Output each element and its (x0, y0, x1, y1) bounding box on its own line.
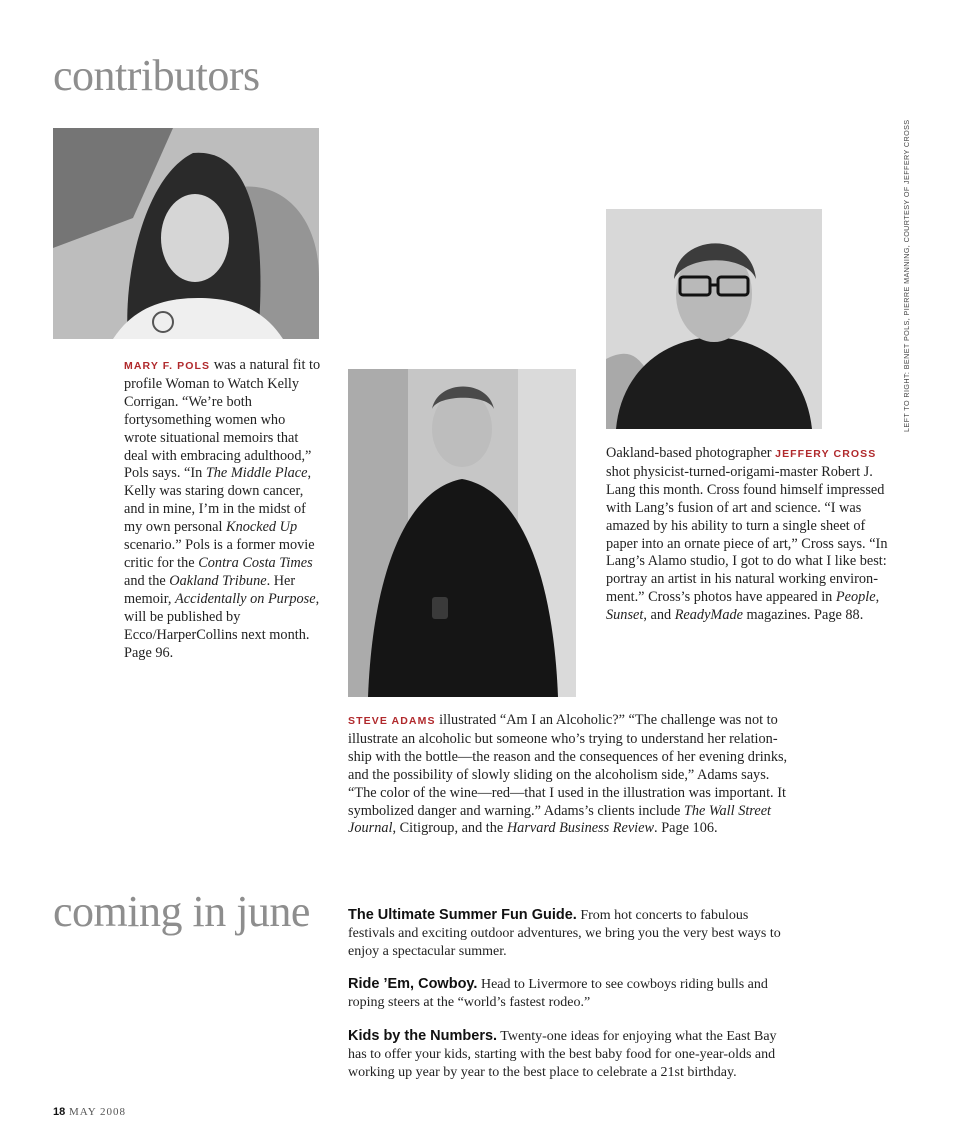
body-text: , and (643, 607, 675, 624)
body-text: . Her memoir, (124, 572, 296, 607)
body-text: , (875, 589, 880, 606)
body-text: magazines. Page 88. (742, 607, 864, 624)
body-text: shot physicist-turned-origami-master Robert J. Lang this month. Cross found himself impressed with Lang’s fusion of art and science. “I was amazed by his ability to turn a single sheet of paper into an ornate piece of art,” Cross says. “In Lang’s Alamo studio, I got to do what I like best: portray an artist in his natural working environ-ment.” Cross’s photos have appeared in (606, 463, 888, 606)
item-title: The Ultimate Summer Fun Guide. (348, 907, 577, 923)
photo-jeffery-cross (606, 209, 822, 429)
coming-item (348, 976, 784, 1012)
italic-text: The Middle Place (205, 465, 308, 482)
photo-mary-pols (53, 128, 319, 339)
italic-text: Knocked Up (226, 519, 298, 536)
bio-lead: Oakland-based photographer (606, 445, 776, 461)
italic-text: The Wall Street Journal (348, 802, 772, 837)
bio-jeffery-cross (606, 445, 888, 625)
item-title: Kids by the Numbers. (348, 1027, 498, 1044)
body-text: and the (124, 572, 170, 589)
italic-text: Contra Costa Times (198, 554, 313, 571)
item-text: Head to Livermore to see cowboys riding bulls and roping steers at the “world’s fastest rodeo.” (348, 977, 768, 1011)
italic-text: ReadyMade (674, 607, 743, 624)
italic-text: Harvard Business Review (506, 820, 655, 837)
photo-credit: LEFT TO RIGHT: BENET POLS, PIERRE MANNING, COURTESY OF JEFFERY CROSS (902, 119, 911, 432)
italic-text: People (835, 589, 876, 606)
issue-date: MAY 2008 (69, 1106, 127, 1118)
section-title-coming-in-june: coming in june (53, 887, 310, 936)
body-text: was a natural fit to profile Woman to Watch Kelly Corrigan. “We’re both fortysomething women who wrote situational memoirs that deal with embracing adulthood,” Pols says. “In (124, 357, 321, 482)
body-text: scenario.” Pols is a former movie critic for the (124, 537, 315, 571)
item-title: Ride ’Em, Cowboy. (348, 976, 478, 993)
page-number: 18 (53, 1106, 66, 1118)
page-title: contributors (53, 51, 260, 100)
coming-list (348, 907, 784, 1097)
italic-text: Sunset (606, 607, 644, 624)
contributor-name: JEFFERY CROSS (775, 448, 877, 460)
italic-text: Oakland Tribune (169, 572, 267, 589)
coming-item (348, 907, 784, 960)
body-text: illustrated “Am I an Alcoholic?” “The challenge was not to illustrate an alcoholic but someone who’s trying to understand her relation-ship with the bottle—the reason and the consequences of her evening drinks, and the possibility of slowly sliding on the alcoholism side,” Adams says. “The color of the wine—red—that I used in the illustration was important. It symbolized danger and warning.” Adams’s clients include (348, 712, 788, 819)
body-text: , Citigroup, and the (392, 820, 507, 837)
contributor-name: STEVE ADAMS (348, 715, 436, 727)
photo-steve-adams (348, 369, 576, 697)
contributor-name: MARY F. POLS (124, 360, 211, 372)
italic-text: Accidentally on Purpose (175, 590, 316, 607)
body-text: , Kelly was staring down cancer, and in mine, I’m in the midst of my own personal (124, 465, 312, 536)
page-folio (53, 1106, 126, 1118)
body-text: , will be published by Ecco/HarperCollins next month. Page 96. (124, 590, 320, 661)
item-text: From hot concerts to fabulous festivals and exciting outdoor adventures, we bring you the very best ways to enjoy a spectacular summer. (348, 908, 781, 959)
item-text: Twenty-one ideas for enjoying what the East Bay has to offer your kids, starting with the best baby food for one-year-olds and working up year by year to the best place to celebrate a 21st birthday. (348, 1028, 777, 1080)
bio-steve-adams (348, 712, 798, 838)
coming-item (348, 1028, 784, 1081)
bio-mary-pols (124, 357, 321, 662)
body-text: . Page 106. (654, 820, 718, 837)
